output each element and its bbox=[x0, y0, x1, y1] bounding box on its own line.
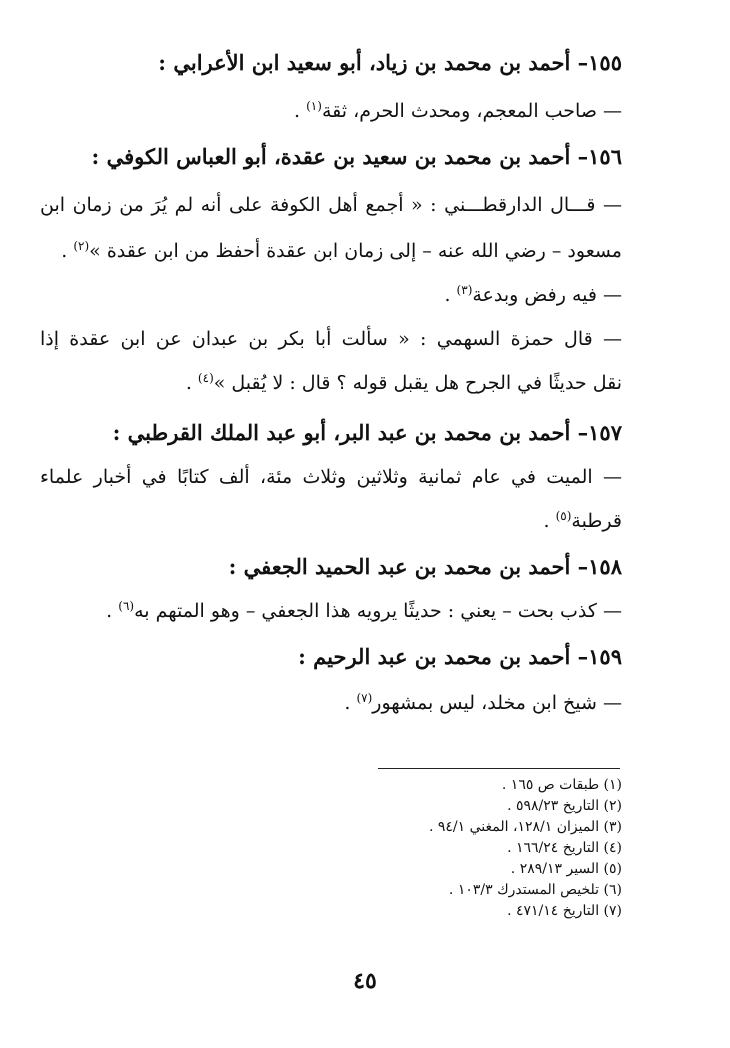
entry-156-heading: ١٥٦– أحمد بن محمد بن سعيد بن عقدة، أبو العباس الكوفي : bbox=[91, 144, 622, 169]
entry-155-heading: ١٥٥– أحمد بن محمد بن زياد، أبو سعيد ابن الأعرابي : bbox=[158, 50, 622, 75]
footnote-2: (٢) التاريخ ٥٩٨/٢٣ . bbox=[507, 798, 622, 814]
entry-157-line-2 bbox=[40, 506, 622, 536]
entry-159-text bbox=[40, 688, 622, 718]
entry-155-body: — صاحب المعجم، ومحدث الحرم، ثقة bbox=[321, 100, 622, 122]
footnote-6: (٦) تلخيص المستدرك ١٠٣/٣ . bbox=[448, 882, 622, 898]
footnote-1: (١) طبقات ص ١٦٥ . bbox=[501, 777, 622, 793]
entry-159-end: . bbox=[344, 692, 357, 714]
entry-156-line-3-end: . bbox=[444, 284, 457, 306]
entry-156-line-4: — قال حمزة السهمي : « سألت أبا بكر بن عبدان عن ابن عقدة إذا bbox=[40, 328, 622, 350]
page-number: ٤٥ bbox=[353, 968, 377, 994]
entry-157-line-2-end: . bbox=[543, 510, 556, 532]
footnote-ref-7[interactable]: (٧) bbox=[356, 691, 373, 705]
footnote-ref-6[interactable]: (٦) bbox=[118, 599, 135, 613]
entry-158-text bbox=[40, 596, 622, 626]
entry-156-line-5-text: نقل حديثًا في الجرح هل يقبل قوله ؟ قال : لا يُقبل » bbox=[213, 372, 622, 394]
footnote-separator bbox=[378, 768, 620, 769]
footnote-ref-1[interactable]: (١) bbox=[306, 99, 322, 113]
footnote-7: (٧) التاريخ ٤٧١/١٤ . bbox=[507, 903, 622, 919]
entry-157-heading: ١٥٧– أحمد بن محمد بن عبد البر، أبو عبد الملك القرطبي : bbox=[112, 420, 622, 445]
footnote-5: (٥) السير ٢٨٩/١٣ . bbox=[510, 861, 622, 877]
entry-158-body: — كذب بحت – يعني : حديثًا يرويه هذا الجعفي – وهو المتهم به bbox=[134, 600, 622, 622]
entry-155-text bbox=[40, 96, 622, 126]
footnote-ref-2[interactable]: (٢) bbox=[73, 239, 90, 253]
entry-156-line-2-text: مسعود – رضي الله عنه – إلى زمان ابن عقدة أحفظ من ابن عقدة » bbox=[89, 240, 622, 262]
entry-158-heading: ١٥٨– أحمد بن محمد بن عبد الحميد الجعفي : bbox=[228, 554, 622, 579]
entry-156-line-2 bbox=[40, 236, 622, 266]
entry-159-heading: ١٥٩– أحمد بن محمد بن عبد الرحيم : bbox=[298, 644, 622, 669]
entry-159-body: — شيخ ابن مخلد، ليس بمشهور bbox=[372, 692, 622, 714]
entry-156-line-3 bbox=[40, 280, 622, 310]
entry-157-line-2-text: قرطبة bbox=[571, 510, 622, 532]
footnote-ref-4[interactable]: (٤) bbox=[197, 371, 214, 385]
entry-156-line-5 bbox=[40, 368, 622, 398]
entry-156-line-2-end: . bbox=[61, 240, 74, 262]
entry-155-end: . bbox=[294, 100, 307, 122]
footnote-4: (٤) التاريخ ١٦٦/٢٤ . bbox=[507, 840, 622, 856]
entry-156-line-1: — قـــال الدارقطـــني : « أجمع أهل الكوفة على أنه لم يُرَ من زمان ابن bbox=[40, 194, 622, 216]
entry-157-line-1: — الميت في عام ثمانية وثلاثين وثلاث مئة، ألف كتابًا في أخبار علماء bbox=[40, 466, 622, 488]
entry-158-end: . bbox=[106, 600, 119, 622]
footnote-ref-3[interactable]: (٣) bbox=[456, 283, 473, 297]
entry-156-line-3-text: — فيه رفض وبدعة bbox=[472, 284, 622, 306]
entry-156-line-5-end: . bbox=[185, 372, 198, 394]
footnote-3: (٣) الميزان ١٢٨/١، المغني ٩٤/١ . bbox=[428, 819, 622, 835]
footnote-ref-5[interactable]: (٥) bbox=[555, 509, 572, 523]
